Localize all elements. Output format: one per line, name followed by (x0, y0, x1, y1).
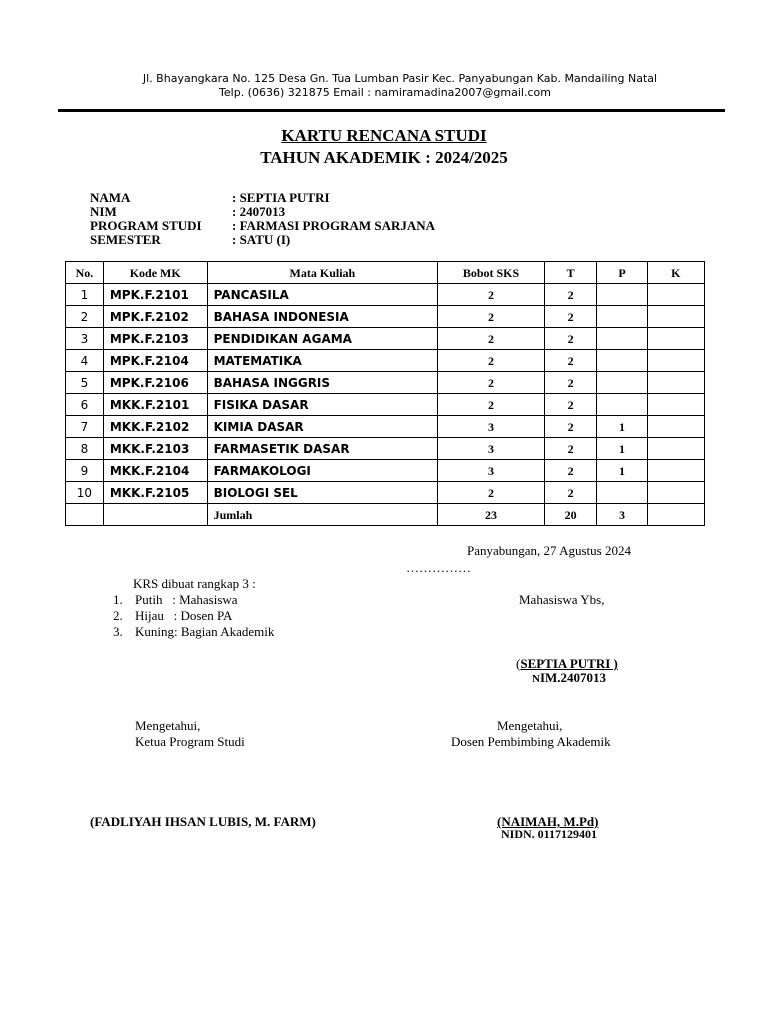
cell-p (597, 350, 647, 372)
total-label: Jumlah (207, 504, 438, 526)
table-row (66, 438, 705, 460)
cell-no: 7 (66, 416, 104, 438)
cell-p (597, 328, 647, 350)
info-label: NAMA (90, 190, 131, 205)
cell-mata-kuliah: PENDIDIKAN AGAMA (207, 328, 438, 350)
course-table (65, 261, 705, 526)
cell-sks: 3 (438, 460, 545, 482)
letterhead-contact: Telp. (0636) 321875 Email : namiramadina2007@gmail.com (219, 86, 551, 99)
table-row (66, 416, 705, 438)
cell-p: 1 (597, 438, 647, 460)
col-header-kode: Kode MK (103, 262, 207, 284)
cell-k (647, 372, 704, 394)
cell-kode: MKK.F.2102 (103, 416, 207, 438)
table-header-row (66, 262, 705, 284)
cell-no: 9 (66, 460, 104, 482)
copies-item (113, 592, 238, 608)
document-title: KARTU RENCANA STUDI (281, 126, 487, 145)
cell-t: 2 (544, 460, 596, 482)
cell-kode: MPK.F.2106 (103, 372, 207, 394)
cell-no: 1 (66, 284, 104, 306)
info-value: : 2407013 (232, 204, 286, 219)
cell-k (647, 306, 704, 328)
total-p: 3 (597, 504, 647, 526)
left-signatory-name: (FADLIYAH IHSAN LUBIS, M. FARM) (90, 814, 316, 829)
right-acknowledge: Mengetahui, (497, 718, 563, 733)
cell-p: 1 (597, 460, 647, 482)
info-label: PROGRAM STUDI (90, 218, 202, 233)
table-row (66, 350, 705, 372)
col-header-no: No. (66, 262, 104, 284)
info-label: SEMESTER (90, 232, 161, 247)
cell-p (597, 482, 647, 504)
cell-t: 2 (544, 372, 596, 394)
cell-sks: 2 (438, 350, 545, 372)
col-header-mata-kuliah: Mata Kuliah (207, 262, 438, 284)
copies-item-number: 2. (113, 608, 123, 623)
cell-p (597, 284, 647, 306)
cell-sks: 2 (438, 394, 545, 416)
table-total-row (66, 504, 705, 526)
table-row (66, 284, 705, 306)
cell-mata-kuliah: FISIKA DASAR (207, 394, 438, 416)
cell-sks: 2 (438, 284, 545, 306)
total-sks: 23 (438, 504, 545, 526)
cell-k (647, 438, 704, 460)
nim-prefix: N (532, 673, 540, 685)
cell-empty (103, 504, 207, 526)
cell-kode: MKK.F.2105 (103, 482, 207, 504)
cell-kode: MKK.F.2101 (103, 394, 207, 416)
copies-item-text: Kuning: Bagian Akademik (135, 624, 275, 639)
cell-kode: MPK.F.2104 (103, 350, 207, 372)
table-row (66, 328, 705, 350)
student-nim (532, 670, 606, 686)
col-header-k: K (647, 262, 704, 284)
cell-p: 1 (597, 416, 647, 438)
nim-value: IM.2407013 (539, 670, 607, 685)
cell-t: 2 (544, 416, 596, 438)
info-value: : SATU (I) (232, 232, 291, 247)
cell-k (647, 482, 704, 504)
cell-p (597, 306, 647, 328)
cell-t: 2 (544, 350, 596, 372)
cell-mata-kuliah: FARMASETIK DASAR (207, 438, 438, 460)
copies-title: KRS dibuat rangkap 3 : (133, 576, 256, 591)
letterhead-address: Jl. Bhayangkara No. 125 Desa Gn. Tua Lumban Pasir Kec. Panyabungan Kab. Mandailing Natal (142, 72, 658, 85)
cell-sks: 3 (438, 416, 545, 438)
cell-mata-kuliah: PANCASILA (207, 284, 438, 306)
table-row (66, 306, 705, 328)
cell-k (647, 328, 704, 350)
col-header-t: T (544, 262, 596, 284)
copies-item (113, 624, 275, 640)
cell-kode: MKK.F.2104 (103, 460, 207, 482)
right-signatory-name: (NAIMAH, M.Pd) (497, 814, 599, 829)
cell-sks: 2 (438, 482, 545, 504)
cell-mata-kuliah: BIOLOGI SEL (207, 482, 438, 504)
total-k (647, 504, 704, 526)
cell-k (647, 350, 704, 372)
cell-mata-kuliah: FARMAKOLOGI (207, 460, 438, 482)
col-header-sks: Bobot SKS (438, 262, 545, 284)
student-name: SEPTIA PUTRI ) (520, 656, 618, 671)
cell-mata-kuliah: MATEMATIKA (207, 350, 438, 372)
cell-t: 2 (544, 328, 596, 350)
copies-item-text: Hijau : Dosen PA (135, 608, 233, 623)
cell-kode: MKK.F.2103 (103, 438, 207, 460)
cell-no: 4 (66, 350, 104, 372)
letterhead-divider (58, 109, 725, 112)
cell-t: 2 (544, 306, 596, 328)
cell-no: 6 (66, 394, 104, 416)
cell-no: 8 (66, 438, 104, 460)
cell-sks: 3 (438, 438, 545, 460)
copies-item-number: 3. (113, 624, 123, 639)
cell-t: 2 (544, 438, 596, 460)
academic-year-title: TAHUN AKADEMIK : 2024/2025 (260, 148, 508, 167)
cell-no: 5 (66, 372, 104, 394)
cell-sks: 2 (438, 306, 545, 328)
student-sign-label: Mahasiswa Ybs, (519, 592, 605, 607)
left-acknowledge: Mengetahui, (135, 718, 201, 733)
cell-no: 10 (66, 482, 104, 504)
cell-t: 2 (544, 394, 596, 416)
table-row (66, 482, 705, 504)
table-row (66, 394, 705, 416)
cell-p (597, 394, 647, 416)
cell-k (647, 416, 704, 438)
cell-k (647, 460, 704, 482)
paren-open: ( (516, 656, 521, 671)
cell-t: 2 (544, 284, 596, 306)
cell-k (647, 284, 704, 306)
cell-empty (66, 504, 104, 526)
col-header-p: P (597, 262, 647, 284)
cell-sks: 2 (438, 328, 545, 350)
table-row (66, 372, 705, 394)
cell-kode: MPK.F.2103 (103, 328, 207, 350)
place-date: Panyabungan, 27 Agustus 2024 (467, 543, 631, 558)
cell-t: 2 (544, 482, 596, 504)
cell-kode: MPK.F.2101 (103, 284, 207, 306)
cell-k (647, 394, 704, 416)
student-info (90, 190, 510, 250)
left-position: Ketua Program Studi (135, 734, 245, 749)
info-value: : SEPTIA PUTRI (232, 190, 330, 205)
table-row (66, 460, 705, 482)
cell-p (597, 372, 647, 394)
cell-mata-kuliah: KIMIA DASAR (207, 416, 438, 438)
dotted-line: …………… (406, 560, 471, 575)
copies-item-number: 1. (113, 592, 123, 607)
cell-sks: 2 (438, 372, 545, 394)
right-signatory-nidn: NIDN. 0117129401 (501, 827, 598, 841)
total-t: 20 (544, 504, 596, 526)
cell-kode: MPK.F.2102 (103, 306, 207, 328)
info-value: : FARMASI PROGRAM SARJANA (232, 218, 436, 233)
info-label: NIM (90, 204, 117, 219)
right-position: Dosen Pembimbing Akademik (451, 734, 611, 749)
copies-item (113, 608, 233, 624)
cell-mata-kuliah: BAHASA INGGRIS (207, 372, 438, 394)
copies-item-text: Putih : Mahasiswa (135, 592, 238, 607)
cell-no: 3 (66, 328, 104, 350)
cell-no: 2 (66, 306, 104, 328)
cell-mata-kuliah: BAHASA INDONESIA (207, 306, 438, 328)
